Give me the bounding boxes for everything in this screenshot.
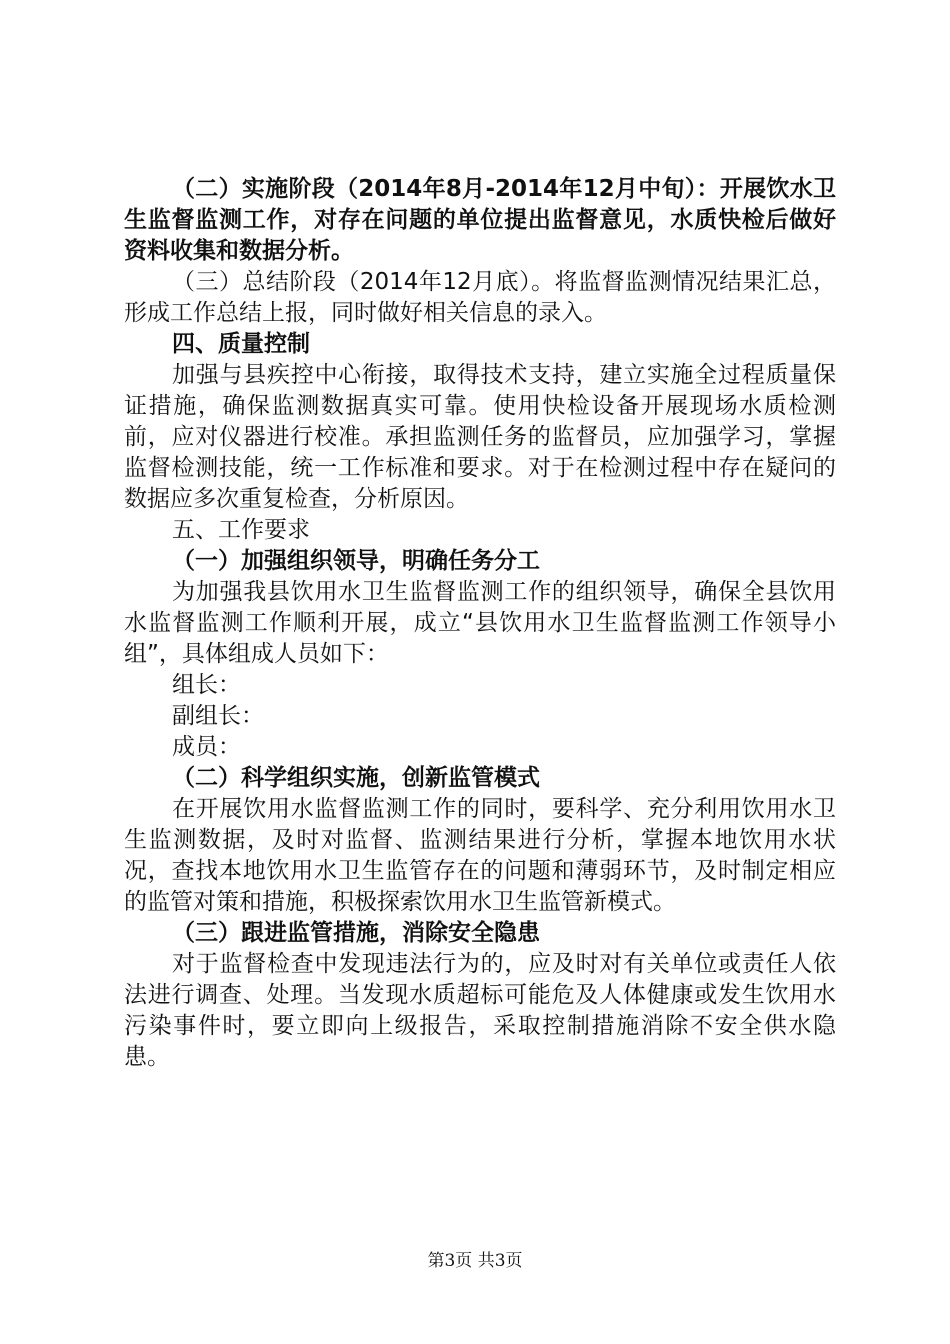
subheading-follow-up-measures: （三）跟进监管措施，消除安全隐患 — [172, 920, 540, 946]
subheading-scientific-implementation: （二）科学组织实施，创新监管模式 — [172, 765, 540, 791]
section-heading-work-requirements: 五、工作要求 — [172, 517, 310, 543]
paragraph-stage-implement: （二）实施阶段（2014年8月-2014年12月中旬）：开展饮水卫生监督监测工作，对存在问题的单位提出监督意见，水质快检后做好资料收集和数据分析。 — [124, 176, 836, 264]
line-members: 成员： — [172, 734, 241, 760]
stage-summary-lead: （三）总结阶段（2014年12月底） — [172, 269, 532, 295]
section-heading-quality-control: 四、质量控制 — [172, 331, 310, 357]
paragraph-stage-summary — [124, 267, 836, 329]
subheading-organization-leadership: （一）加强组织领导，明确任务分工 — [172, 548, 540, 574]
line-leader: 组长： — [172, 672, 241, 698]
paragraph-follow-up-body: 对于监督检查中发现违法行为的，应及时对有关单位或责任人依法进行调查、处理。当发现水质超标可能危及人体健康或发生饮用水污染事件时，要立即向上级报告，采取控制措施消除不安全供水隐患。 — [124, 951, 836, 1070]
stage-summary-text: 。将监督监测情况结果汇总，形成工作总结上报，同时做好相关信息的录入。 — [124, 269, 836, 326]
document-body — [124, 174, 836, 1073]
line-deputy-leader: 副组长： — [172, 703, 264, 729]
page-footer: 第3页 共3页 — [427, 1251, 523, 1271]
paragraph-scientific-body: 在开展饮用水监督监测工作的同时，要科学、充分利用饮用水卫生监测数据，及时对监督、监测结果进行分析，掌握本地饮用水状况，查找本地饮用水卫生监管存在的问题和薄弱环节，及时制定相应的监管对策和措施，积极探索饮用水卫生监管新模式。 — [124, 796, 836, 915]
paragraph-quality-body: 加强与县疾控中心衔接，取得技术支持，建立实施全过程质量保证措施，确保监测数据真实可靠。使用快检设备开展现场水质检测前，应对仪器进行校准。承担监测任务的监督员，应加强学习，掌握监督检测技能，统一工作标准和要求。对于在检测过程中存在疑问的数据应多次重复检查，分析原因。 — [124, 362, 836, 512]
paragraph-organization-body: 为加强我县饮用水卫生监督监测工作的组织领导，确保全县饮用水监督监测工作顺利开展，成立“县饮用水卫生监督监测工作领导小组”，具体组成人员如下： — [124, 579, 836, 667]
